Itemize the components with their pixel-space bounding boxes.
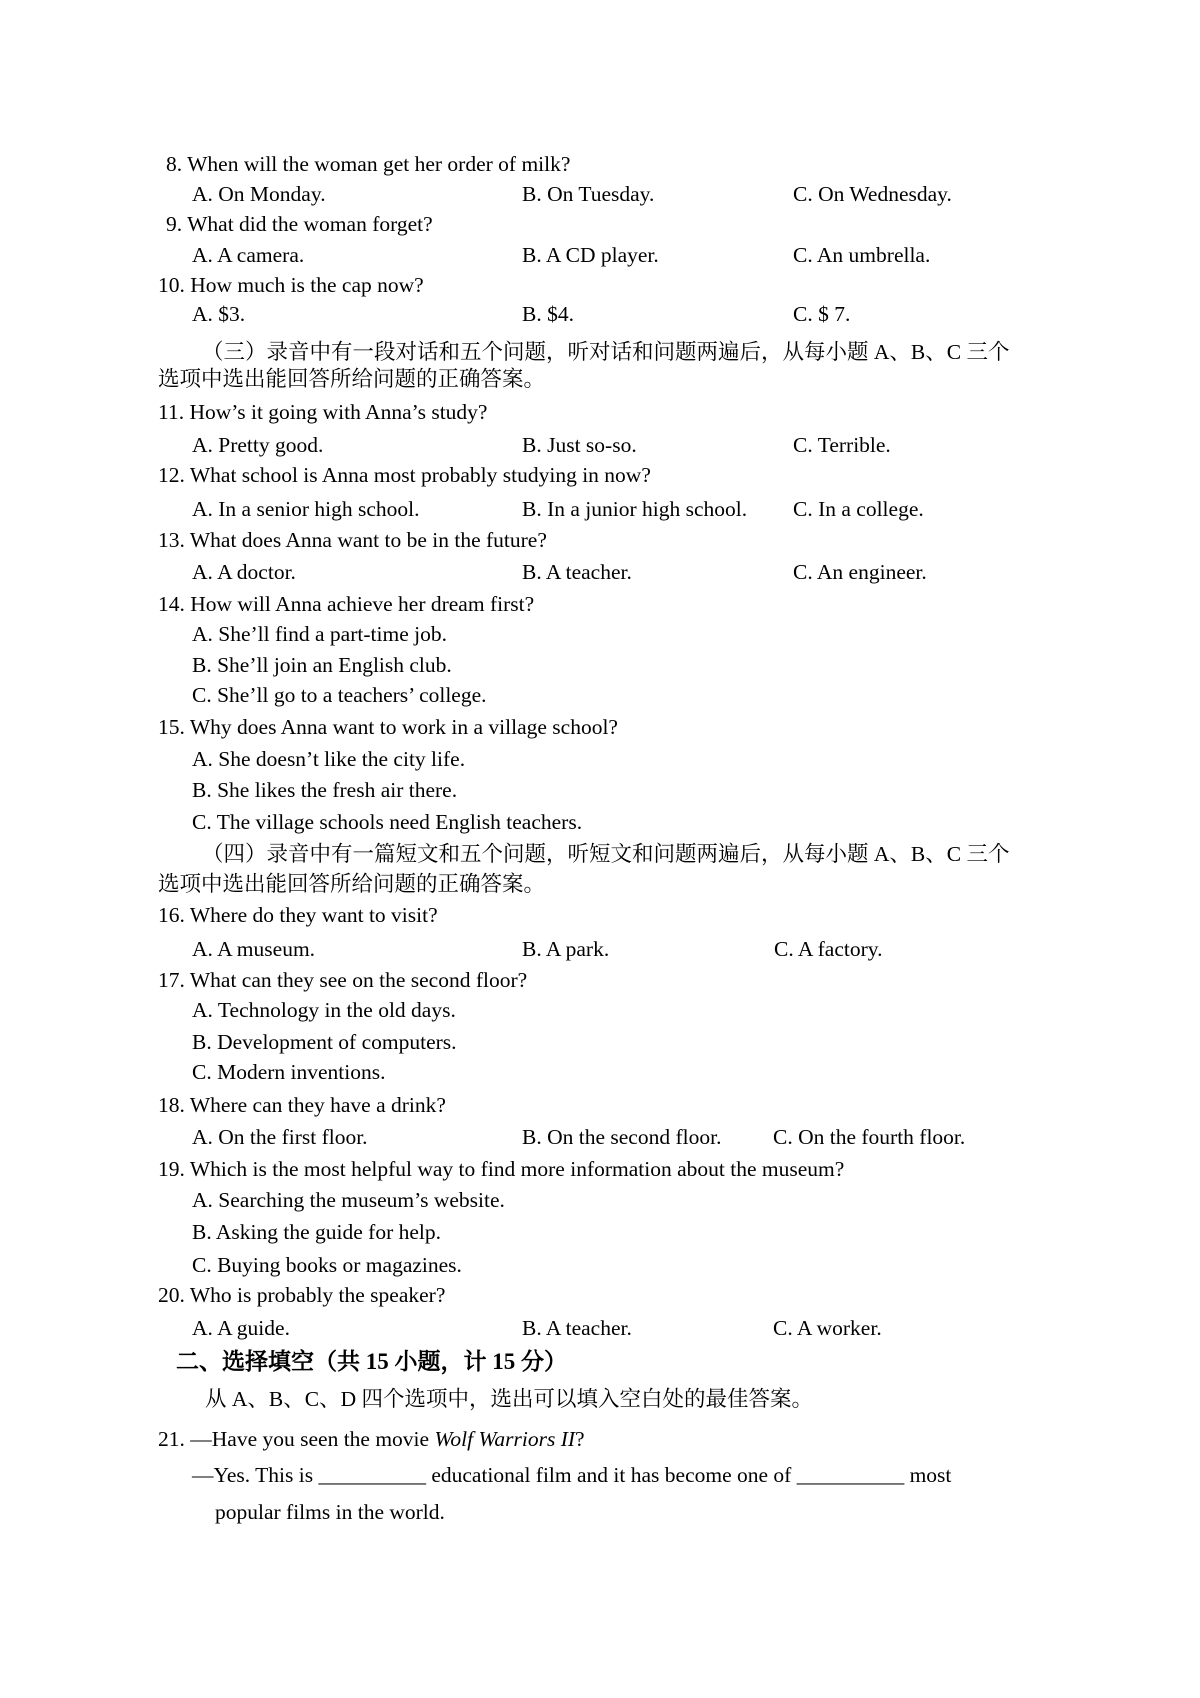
question-12-text: 12. What school is Anna most probably studying in now? — [158, 463, 651, 487]
question-15-option-b: B. She likes the fresh air there. — [192, 778, 458, 802]
question-8-options — [0, 181, 1200, 208]
question-12-option-c: C. In a college. — [793, 497, 924, 521]
question-18-options — [0, 1124, 1200, 1151]
question-21-line3: popular films in the world. — [215, 1500, 445, 1524]
question-13-option-c: C. An engineer. — [793, 560, 927, 584]
section3-intro-line1: （三）录音中有一段对话和五个问题，听对话和问题两遍后，从每小题 A、B、C 三个 — [202, 340, 1010, 364]
section3-intro-line2: 选项中选出能回答所给问题的正确答案。 — [158, 367, 546, 391]
question-21-line1 — [158, 1426, 585, 1452]
question-21-prefix: 21. —Have you seen the movie — [158, 1427, 435, 1451]
question-13-text: 13. What does Anna want to be in the future? — [158, 528, 547, 552]
question-10-option-b: B. $4. — [522, 302, 574, 326]
question-20-option-a: A. A guide. — [192, 1316, 290, 1340]
question-12-options — [0, 496, 1200, 523]
question-13-options — [0, 559, 1200, 586]
question-14-option-c: C. She’ll go to a teachers’ college. — [192, 683, 487, 707]
question-8-option-c: C. On Wednesday. — [793, 182, 952, 206]
question-10-text: 10. How much is the cap now? — [158, 273, 424, 297]
question-11-text: 11. How’s it going with Anna’s study? — [158, 400, 488, 424]
question-10-options — [0, 301, 1200, 328]
question-12-option-b: B. In a junior high school. — [522, 497, 748, 521]
question-17-text: 17. What can they see on the second floor? — [158, 968, 528, 992]
question-14-text: 14. How will Anna achieve her dream first? — [158, 592, 535, 616]
question-8-option-b: B. On Tuesday. — [522, 182, 655, 206]
question-9-option-c: C. An umbrella. — [793, 243, 931, 267]
question-9-option-a: A. A camera. — [192, 243, 305, 267]
question-20-option-c: C. A worker. — [773, 1316, 882, 1340]
question-15-text: 15. Why does Anna want to work in a village school? — [158, 715, 618, 739]
question-18-option-a: A. On the first floor. — [192, 1125, 368, 1149]
question-20-options — [0, 1315, 1200, 1342]
section4-intro-line1: （四）录音中有一篇短文和五个问题，听短文和问题两遍后，从每小题 A、B、C 三个 — [202, 842, 1010, 866]
question-19-option-b: B. Asking the guide for help. — [192, 1220, 442, 1244]
question-21-movie-title: Wolf Warriors II — [434, 1427, 576, 1451]
question-8-option-a: A. On Monday. — [192, 182, 326, 206]
section2-heading: 二、选择填空（共 15 小题，计 15 分） — [176, 1349, 567, 1374]
question-16-option-c: C. A factory. — [774, 937, 883, 961]
question-17-option-a: A. Technology in the old days. — [192, 998, 456, 1022]
question-14-option-a: A. She’ll find a part-time job. — [192, 622, 447, 646]
question-16-text: 16. Where do they want to visit? — [158, 903, 438, 927]
question-11-options — [0, 432, 1200, 459]
question-20-text: 20. Who is probably the speaker? — [158, 1283, 446, 1307]
question-21-line2: —Yes. This is __________ educational film and it has become one of __________ most — [192, 1463, 952, 1487]
question-19-option-a: A. Searching the museum’s website. — [192, 1188, 505, 1212]
question-11-option-c: C. Terrible. — [793, 433, 891, 457]
question-17-option-c: C. Modern inventions. — [192, 1060, 386, 1084]
question-21-suffix: ? — [575, 1427, 585, 1451]
question-10-option-a: A. $3. — [192, 302, 246, 326]
question-16-option-b: B. A park. — [522, 937, 610, 961]
question-16-option-a: A. A museum. — [192, 937, 316, 961]
question-17-option-b: B. Development of computers. — [192, 1030, 457, 1054]
question-9-text: 9. What did the woman forget? — [166, 212, 433, 236]
question-19-option-c: C. Buying books or magazines. — [192, 1253, 462, 1277]
question-13-option-b: B. A teacher. — [522, 560, 632, 584]
question-18-option-c: C. On the fourth floor. — [773, 1125, 966, 1149]
question-18-option-b: B. On the second floor. — [522, 1125, 722, 1149]
question-12-option-a: A. In a senior high school. — [192, 497, 420, 521]
question-20-option-b: B. A teacher. — [522, 1316, 632, 1340]
question-19-text: 19. Which is the most helpful way to find more information about the museum? — [158, 1157, 845, 1181]
question-16-options — [0, 936, 1200, 963]
question-15-option-a: A. She doesn’t like the city life. — [192, 747, 466, 771]
question-9-option-b: B. A CD player. — [522, 243, 659, 267]
question-10-option-c: C. $ 7. — [793, 302, 851, 326]
question-11-option-b: B. Just so-so. — [522, 433, 637, 457]
question-11-option-a: A. Pretty good. — [192, 433, 324, 457]
question-8-text: 8. When will the woman get her order of milk? — [166, 152, 571, 176]
question-13-option-a: A. A doctor. — [192, 560, 296, 584]
question-9-options — [0, 242, 1200, 269]
section4-intro-line2: 选项中选出能回答所给问题的正确答案。 — [158, 872, 546, 896]
section2-instruction: 从 A、B、C、D 四个选项中，选出可以填入空白处的最佳答案。 — [205, 1387, 813, 1411]
question-18-text: 18. Where can they have a drink? — [158, 1093, 446, 1117]
question-15-option-c: C. The village schools need English teachers. — [192, 810, 583, 834]
question-14-option-b: B. She’ll join an English club. — [192, 653, 452, 677]
